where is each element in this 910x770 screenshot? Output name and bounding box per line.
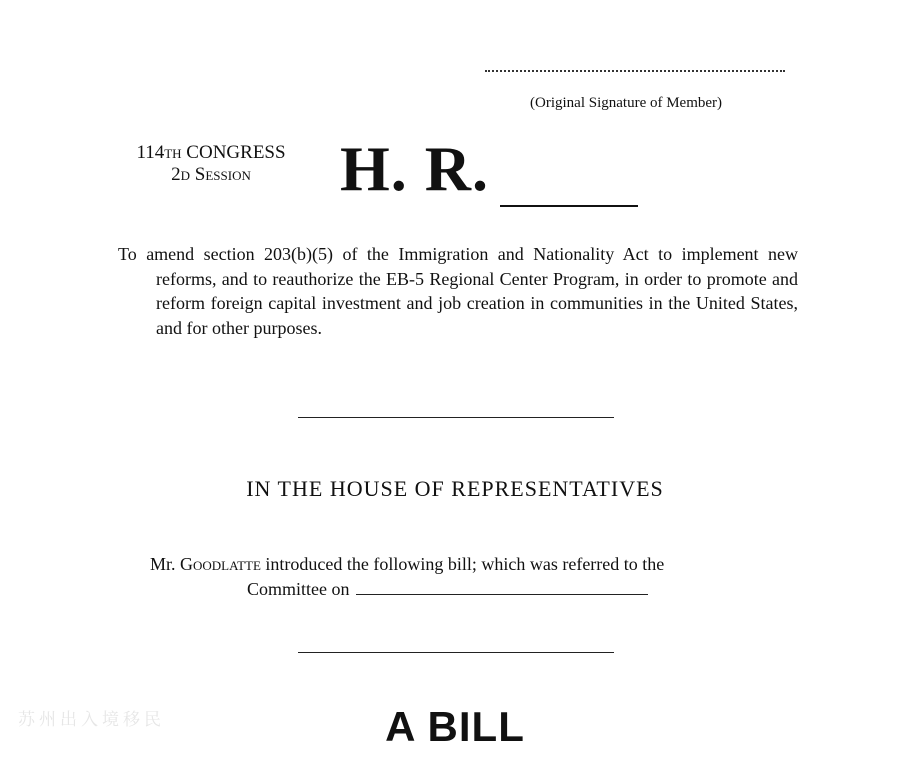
chamber-heading: IN THE HOUSE OF REPRESENTATIVES [246, 476, 664, 501]
signature-caption: (Original Signature of Member) [530, 95, 723, 111]
congress-session-block [116, 142, 306, 186]
divider-bottom [298, 652, 614, 653]
sponsor-prefix: Mr. [150, 554, 176, 574]
committee-label: Committee on [247, 579, 350, 599]
committee-blank [356, 580, 648, 595]
divider-top [298, 417, 614, 418]
introduction-text [150, 552, 770, 602]
bill-number-blank [500, 205, 638, 207]
bill-id: H. R. [340, 133, 489, 204]
bill-purpose: To amend section 203(b)(5) of the Immigration and Nationality Act to implement new reforms, and to reauthorize the EB-5 Regional Center Program, in order to promote and reform foreign capital investment and job creation in communities in the United States, and for other purposes. [118, 244, 798, 338]
sponsor-name: Goodlatte [180, 554, 261, 574]
signature-line [485, 70, 785, 72]
congress-label: 114th CONGRESS [136, 142, 286, 163]
document-type-heading: A BILL [385, 703, 525, 750]
session-label: 2d Session [171, 164, 251, 185]
watermark: 苏州出入境移民 [18, 710, 165, 730]
introduction-body: introduced the following bill; which was referred to the [265, 554, 665, 574]
